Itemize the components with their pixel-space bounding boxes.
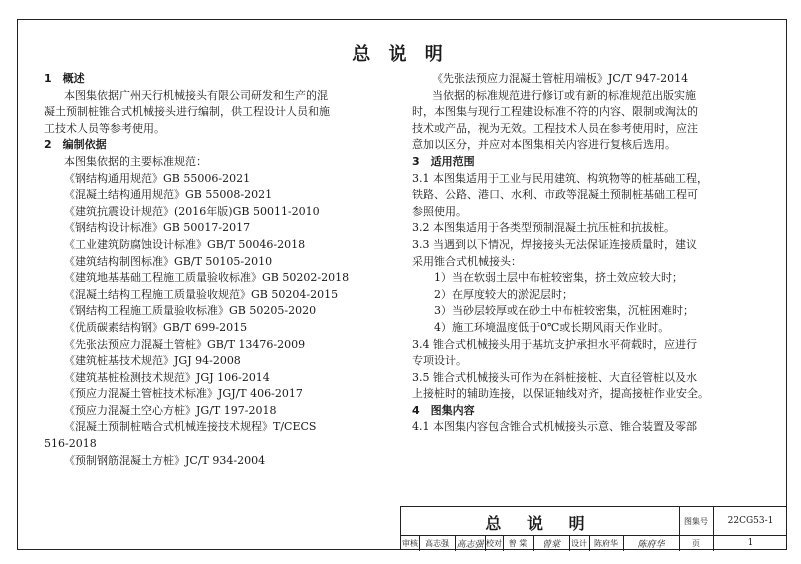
atlas-number-label: 图集号 — [684, 516, 708, 526]
text-line: 本图集依据的主要标准规范： — [64, 154, 207, 168]
text-line: 本图集依据广州天行机械接头有限公司研发和生产的混 — [64, 88, 328, 102]
check-label: 校对 — [486, 538, 502, 548]
page-number: 1 — [747, 538, 754, 548]
atlas-number: 22CG53-1 — [727, 516, 774, 526]
text-line: 专项设计。 — [412, 354, 467, 368]
text-line: 当依据的标准规范进行修订或有新的标准规范出版实施 — [432, 88, 696, 102]
text-line: 1）当在软弱土层中布桩较密集，挤土效应较大时； — [434, 271, 683, 285]
text-line: 《混凝土结构工程施工质量验收规范》GB 50204-2015 — [64, 287, 339, 301]
text-line: 铁路、公路、港口、水利、市政等混凝土预制桩基础工程可 — [412, 188, 698, 202]
section-heading: 4 图集内容 — [412, 403, 475, 417]
text-line: 《先张法预应力混凝土管桩》GB/T 13476-2009 — [64, 337, 306, 351]
text-line: 《钢结构设计标准》GB 50017-2017 — [64, 221, 251, 235]
text-line: 时，本图集与现行工程建设标准不符的内容、限制或淘汰的 — [412, 105, 698, 119]
text-line: 516-2018 — [44, 437, 97, 451]
text-line: 《钢结构通用规范》GB 55006-2021 — [64, 171, 251, 185]
text-line: 《优质碳素结构钢》GB/T 699-2015 — [64, 320, 248, 334]
text-line: 技术或产品，视为无效。工程技术人员在参考使用时，应注 — [412, 121, 698, 135]
section-heading: 2 编制依据 — [44, 138, 107, 152]
text-line: 凝土预制桩锥合式机械接头进行编制，供工程设计人员和施 — [44, 105, 330, 119]
text-line: 工技术人员等参考使用。 — [44, 121, 165, 135]
text-line: 4.1 本图集内容包含锥合式机械接头示意、锥合装置及零部 — [412, 420, 697, 434]
text-line: 《预应力混凝土管桩技术标准》JGJ/T 406-2017 — [64, 387, 303, 401]
design-name: 陈府华 — [594, 538, 618, 548]
text-line: 《先张法预应力混凝土管桩用端板》JC/T 947-2014 — [432, 72, 689, 85]
text-line: 《建筑结构制图标准》GB/T 50105-2010 — [64, 254, 273, 268]
text-line: 采用锥合式机械接头： — [412, 254, 522, 268]
left-column — [44, 71, 389, 469]
text-line: 4）施工环境温度低于0℃或长期风雨天作业时。 — [434, 320, 670, 334]
text-line: 《钢结构工程施工质量验收标准》GB 50205-2020 — [64, 304, 317, 318]
text-line: 3.3 当遇到以下情况，焊接接头无法保证连接质量时，建议 — [412, 237, 697, 251]
right-column — [412, 71, 777, 436]
text-line: 3.4 锥合式机械接头用于基坑支护承担水平荷载时，应进行 — [412, 337, 697, 351]
page-label: 页 — [692, 538, 700, 548]
review-name: 高志强 — [425, 538, 449, 548]
text-line: 3.2 本图集适用于各类型预制混凝土抗压桩和抗拔桩。 — [412, 221, 675, 235]
text-line: 3.5 锥合式机械接头可作为在斜桩接桩、大直径管桩以及水 — [412, 370, 697, 384]
text-line: 《预制钢筋混凝土方桩》JC/T 934-2004 — [64, 453, 266, 467]
section-heading: 3 适用范围 — [412, 154, 475, 168]
text-line: 《建筑桩基技术规范》JGJ 94-2008 — [64, 354, 241, 368]
text-line: 上接桩时的辅助连接，以保证轴线对齐，提高接桩作业安全。 — [412, 387, 709, 401]
review-label: 审核 — [402, 538, 418, 548]
text-line: 参照使用。 — [412, 204, 467, 218]
text-line: 《建筑抗震设计规范》(2016年版)GB 50011-2010 — [64, 204, 320, 218]
text-line: 2）在厚度较大的淤泥层时； — [434, 287, 573, 301]
review-signature: 高志强 — [456, 539, 484, 550]
text-line: 《混凝土结构通用规范》GB 55008-2021 — [64, 188, 273, 202]
page-title: 总 说 明 — [352, 44, 449, 65]
text-line: 《混凝土预制桩啮合式机械连接技术规程》T/CECS — [64, 420, 317, 434]
text-line: 《预应力混凝土空心方桩》JG/T 197-2018 — [64, 403, 277, 417]
title-block — [400, 506, 787, 550]
section-heading: 1 概述 — [44, 72, 85, 85]
text-line: 3.1 本图集适用于工业与民用建筑、构筑物等的桩基础工程， — [412, 171, 708, 185]
text-line: 3）当砂层较厚或在砂土中布桩较密集，沉桩困难时； — [434, 304, 694, 318]
text-line: 《工业建筑防腐蚀设计标准》GB/T 50046-2018 — [64, 237, 306, 251]
check-name: 曾 棠 — [508, 538, 528, 548]
check-signature: 曾棠 — [541, 539, 560, 550]
title-block-title: 总 说 明 — [485, 514, 595, 533]
design-label: 设计 — [571, 538, 587, 548]
design-signature: 陈府华 — [637, 539, 665, 550]
text-line: 《建筑地基基础工程施工质量验收标准》GB 50202-2018 — [64, 271, 350, 285]
text-line: 意加以区分，并应对本图集相关内容进行复核后选用。 — [412, 138, 676, 152]
text-line: 《建筑基桩检测技术规范》JGJ 106-2014 — [64, 370, 270, 384]
